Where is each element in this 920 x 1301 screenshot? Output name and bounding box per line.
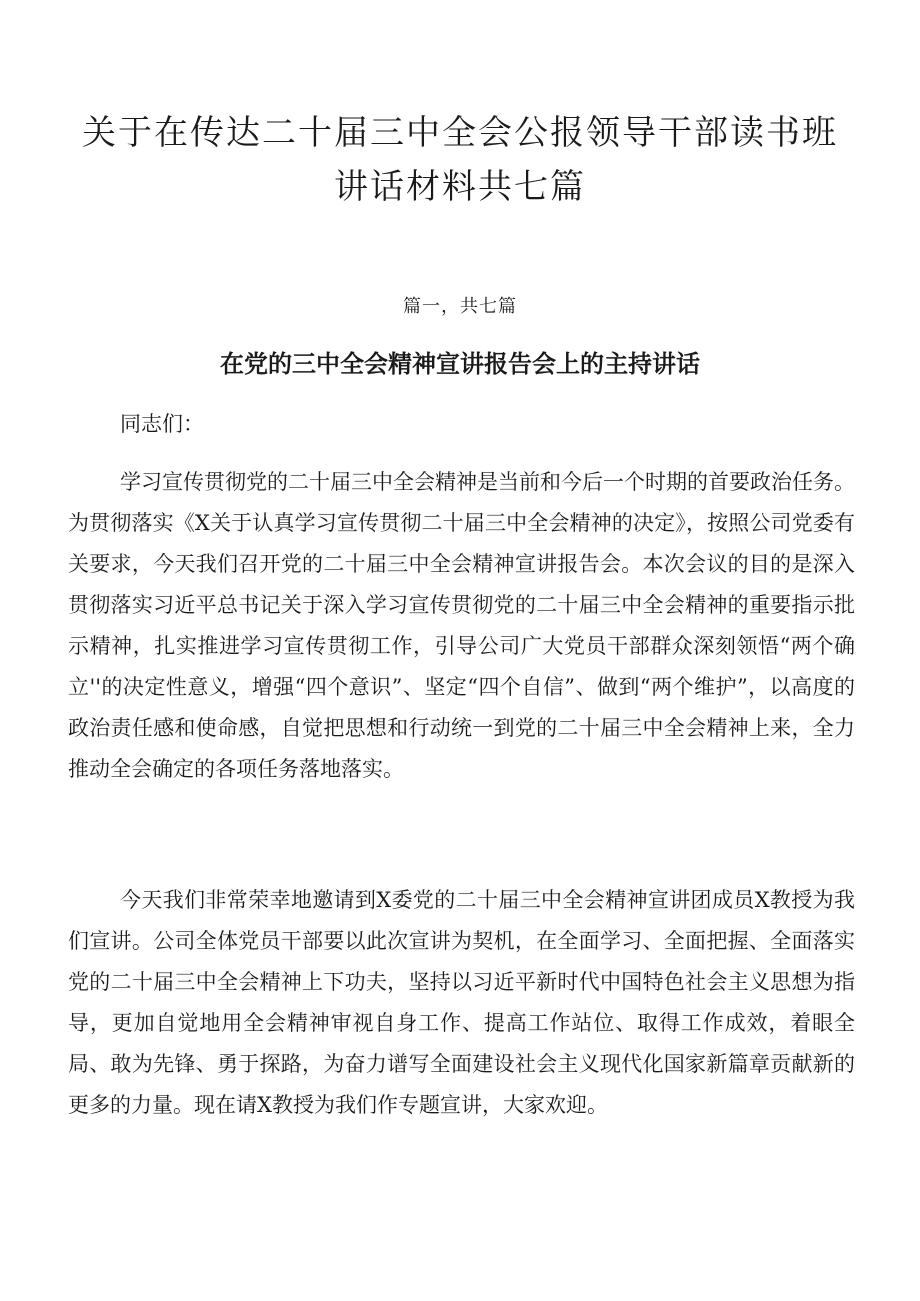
document-title: 关于在传达二十届三中全会公报领导干部读书班讲话材料共七篇 [82, 113, 838, 207]
section-title: 在党的三中全会精神宣讲报告会上的主持讲话 [220, 350, 700, 378]
body-paragraph: 今天我们非常荣幸地邀请到X委党的二十届三中全会精神宣讲团成员X教授为我们宣讲。公司全体党员干部要以此次宣讲为契机，在全面学习、全面把握、全面落实党的二十届三中全会精神上下功夫，坚持以习近平新时代中国特色社会主义思想为指导，更加自觉地用全会精神审视自身工作、提高工作站位、取得工作成效，着眼全局、敢为先锋、勇于探路，为奋力谱写全面建设社会主义现代化国家新篇章贡献新的更多的力量。现在请X教授为我们作专题宣讲，大家欢迎。 [68, 888, 855, 1117]
salutation: 同志们： [120, 412, 204, 436]
section-label: 篇一，共七篇 [403, 296, 517, 317]
body-paragraph: 学习宣传贯彻党的二十届三中全会精神是当前和今后一个时期的首要政治任务。为贯彻落实《X关于认真学习宣传贯彻二十届三中全会精神的决定》，按照公司党委有关要求，今天我们召开党的二十届三中全会精神宣讲报告会。本次会议的目的是深入贯彻落实习近平总书记关于深入学习宣传贯彻党的二十届三中全会精神的重要指示批示精神，扎实推进学习宣传贯彻工作，引导公司广大党员干部群众深刻领悟“两个确立''的决定性意义，增强“四个意识”、坚定“四个自信”、做到“两个维护”，以高度的政治责任感和使命感，自觉把思想和行动统一到党的二十届三中全会精神上来，全力推动全会确定的各项任务落地落实。 [68, 470, 855, 781]
